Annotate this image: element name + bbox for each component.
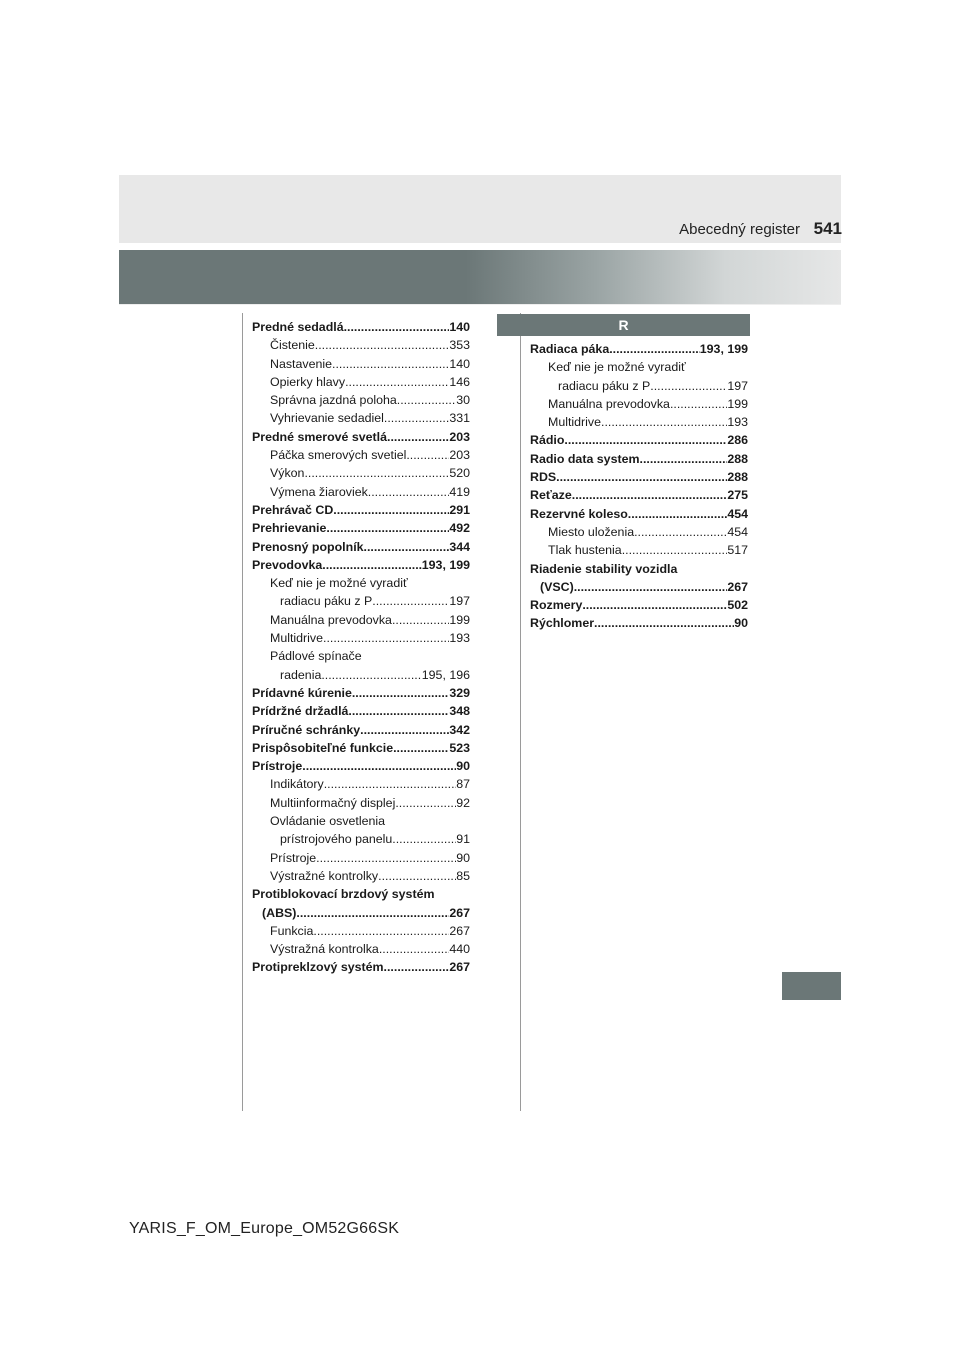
index-entry-page: 90 xyxy=(456,759,470,774)
index-entry xyxy=(530,377,748,395)
index-entry-text: Rezervné koleso xyxy=(530,506,628,521)
dot-leader xyxy=(393,739,449,757)
column-divider-right xyxy=(520,313,521,1111)
dot-leader xyxy=(304,464,449,482)
index-entry xyxy=(252,629,470,647)
index-entry-text: Manuálna prevodovka xyxy=(548,396,670,411)
dot-leader xyxy=(316,849,456,867)
index-entry xyxy=(530,541,748,559)
dot-leader xyxy=(344,318,450,336)
index-entry-page: 502 xyxy=(727,598,748,613)
dot-leader xyxy=(594,614,734,632)
dot-leader xyxy=(315,336,450,354)
index-entry-page: 193, 199 xyxy=(421,557,470,572)
dot-leader xyxy=(387,428,449,446)
index-entry xyxy=(252,501,470,519)
index-entry-text: radenia xyxy=(280,667,322,682)
index-entry xyxy=(252,592,470,610)
footer-document-id: YARIS_F_OM_Europe_OM52G66SK xyxy=(129,1220,400,1237)
dot-leader xyxy=(397,391,456,409)
index-entry xyxy=(252,483,470,501)
index-entry-text: Výmena žiaroviek xyxy=(270,484,368,499)
index-entry xyxy=(530,340,748,358)
index-entry-page: 193 xyxy=(449,631,470,646)
dot-leader xyxy=(601,413,727,431)
index-entry-page: 203 xyxy=(449,429,470,444)
index-entry-text: Manuálna prevodovka xyxy=(270,612,392,627)
index-entry-text: Prevodovka xyxy=(252,557,323,572)
index-entry-page: 440 xyxy=(449,942,470,957)
dot-leader xyxy=(574,578,728,596)
index-entry-text: Tlak hustenia xyxy=(548,543,622,558)
dot-leader xyxy=(609,340,700,358)
index-entry-page: 203 xyxy=(449,448,470,463)
dot-leader xyxy=(572,486,728,504)
index-entry-text: Funkcia xyxy=(270,923,314,938)
index-entry-page: 267 xyxy=(449,905,470,920)
index-entry-page: 454 xyxy=(727,506,748,521)
index-entry xyxy=(530,614,748,632)
index-entry xyxy=(252,318,470,336)
index-entry-text: (ABS) xyxy=(262,905,297,920)
index-entry xyxy=(252,775,470,793)
dot-leader xyxy=(582,596,727,614)
dot-leader xyxy=(296,904,449,922)
index-entry xyxy=(252,794,470,812)
index-entry-text: Multidrive xyxy=(270,631,324,646)
dot-leader xyxy=(321,666,421,684)
index-entry xyxy=(530,431,748,449)
index-entry-page: 85 xyxy=(456,868,470,883)
dot-leader xyxy=(323,629,449,647)
index-entry-text: Rýchlomer xyxy=(530,616,595,631)
index-entry-text: Keď nie je možné vyradiť xyxy=(548,360,686,375)
index-entry-page: 454 xyxy=(727,524,748,539)
index-entry-text: Multidrive xyxy=(548,415,602,430)
dot-leader xyxy=(302,757,456,775)
index-entry-text: Rozmery xyxy=(530,598,583,613)
dot-leader xyxy=(384,409,449,427)
index-entry-page: 197 xyxy=(449,594,470,609)
index-entry xyxy=(252,391,470,409)
index-column-left xyxy=(252,318,470,977)
dot-leader xyxy=(379,940,450,958)
index-entry-text: Výstražná kontrolka xyxy=(270,942,379,957)
dot-leader xyxy=(368,483,450,501)
index-entry xyxy=(530,395,748,413)
index-entry-text: Prístroje xyxy=(252,759,303,774)
index-entry xyxy=(252,739,470,757)
index-entry-text: radiacu páku z P xyxy=(558,378,651,393)
index-entry xyxy=(252,574,470,592)
dot-leader xyxy=(322,556,422,574)
index-entry-page: 286 xyxy=(727,433,748,448)
index-entry-page: 288 xyxy=(727,470,748,485)
dot-leader xyxy=(372,592,449,610)
dot-leader xyxy=(378,867,456,885)
index-entry-page: 199 xyxy=(727,396,748,411)
index-entry-text: Príručné schránky xyxy=(252,722,361,737)
index-entry-page: 140 xyxy=(449,356,470,371)
index-entry-text: Rádio xyxy=(530,433,565,448)
dot-leader xyxy=(352,684,449,702)
index-entry-page: 30 xyxy=(456,393,470,408)
dot-leader xyxy=(313,922,449,940)
index-entry-text: Nastavenie xyxy=(270,356,332,371)
index-entry-page: 353 xyxy=(449,338,470,353)
index-entry-text: RDS xyxy=(530,470,557,485)
dot-leader xyxy=(640,450,728,468)
index-entry-text: prístrojového panelu xyxy=(280,832,393,847)
dot-leader xyxy=(364,538,450,556)
dot-leader xyxy=(622,541,728,559)
dot-leader xyxy=(384,958,450,976)
index-entry xyxy=(252,428,470,446)
index-entry-page: 199 xyxy=(449,612,470,627)
side-index-tab xyxy=(782,972,841,1000)
index-entry-text: Čistenie xyxy=(270,338,315,353)
dot-leader xyxy=(324,775,456,793)
dot-leader xyxy=(392,611,449,629)
index-entry-text: radiacu páku z P xyxy=(280,594,373,609)
dot-leader xyxy=(345,373,449,391)
index-entry-text: Prídavné kúrenie xyxy=(252,685,352,700)
index-entry xyxy=(530,468,748,486)
index-entry xyxy=(252,721,470,739)
index-entry-text: Prehrievanie xyxy=(252,521,327,536)
index-entry xyxy=(252,702,470,720)
index-entry-text: Prídržné držadlá xyxy=(252,704,349,719)
index-entry-text: Prenosný popolník xyxy=(252,539,364,554)
index-entry-page: 87 xyxy=(456,777,470,792)
index-entry-page: 197 xyxy=(727,378,748,393)
index-entry xyxy=(252,904,470,922)
index-entry xyxy=(252,464,470,482)
column-divider-left xyxy=(242,313,243,1111)
index-entry-page: 275 xyxy=(727,488,748,503)
index-entry-text: Radio data system xyxy=(530,451,640,466)
index-entry xyxy=(252,538,470,556)
index-entry xyxy=(252,373,470,391)
dot-leader xyxy=(650,377,727,395)
index-entry-page: 348 xyxy=(449,704,470,719)
index-entry xyxy=(252,355,470,373)
index-entry xyxy=(530,358,748,376)
index-entry xyxy=(530,596,748,614)
index-entry xyxy=(530,486,748,504)
index-entry-page: 331 xyxy=(449,411,470,426)
index-entry-page: 146 xyxy=(449,374,470,389)
header-title: Abecedný register xyxy=(679,221,800,238)
dot-leader xyxy=(348,702,449,720)
index-entry-text: Ovládanie osvetlenia xyxy=(270,814,386,829)
index-entry-page: 520 xyxy=(449,466,470,481)
index-entry-text: Vyhrievanie sedadiel xyxy=(270,411,384,426)
index-entry xyxy=(252,867,470,885)
dot-leader xyxy=(556,468,727,486)
dot-leader xyxy=(634,523,727,541)
header-divider xyxy=(119,304,841,305)
index-entry xyxy=(252,556,470,574)
index-entry xyxy=(252,336,470,354)
index-entry-text: (VSC) xyxy=(540,579,574,594)
index-entry-page: 267 xyxy=(449,923,470,938)
dot-leader xyxy=(406,446,449,464)
index-entry-page: 492 xyxy=(449,521,470,536)
index-entry-page: 344 xyxy=(449,539,470,554)
index-entry xyxy=(252,830,470,848)
index-entry-text: Výstražné kontrolky xyxy=(270,868,379,883)
dot-leader xyxy=(326,519,449,537)
index-entry-text: Opierky hlavy xyxy=(270,374,346,389)
index-entry-page: 90 xyxy=(456,850,470,865)
dot-leader xyxy=(333,501,449,519)
page-number: 541 xyxy=(813,219,842,238)
index-entry xyxy=(530,578,748,596)
index-entry-text: Prístroje xyxy=(270,850,317,865)
index-entry-text: Radiaca páka xyxy=(530,342,610,356)
index-entry xyxy=(530,523,748,541)
dot-leader xyxy=(670,395,727,413)
index-entry-text: Miesto uloženia xyxy=(548,524,635,539)
index-entry xyxy=(252,922,470,940)
index-entry xyxy=(252,684,470,702)
index-entry xyxy=(252,757,470,775)
index-entry xyxy=(252,812,470,830)
index-entry xyxy=(252,446,470,464)
index-entry-text: Multiinformačný displej xyxy=(270,795,396,810)
index-entry-page: 288 xyxy=(727,451,748,466)
index-entry-page: 523 xyxy=(449,740,470,755)
index-entry xyxy=(252,611,470,629)
index-column-right xyxy=(530,340,748,633)
index-entry-page: 90 xyxy=(734,616,748,631)
index-entry xyxy=(530,505,748,523)
index-entry-text: Pádlové spínače xyxy=(270,649,362,664)
dot-leader xyxy=(392,830,456,848)
index-entry-page: 329 xyxy=(449,685,470,700)
index-entry-page: 92 xyxy=(456,795,470,810)
index-entry-page: 195, 196 xyxy=(421,667,470,682)
index-entry xyxy=(252,849,470,867)
index-entry-page: 517 xyxy=(727,543,748,558)
index-entry-page: 193, 199 xyxy=(699,342,748,356)
index-entry-page: 140 xyxy=(449,320,470,334)
index-entry-text: Protipreklzový systém xyxy=(252,960,384,975)
index-entry-page: 291 xyxy=(449,502,470,517)
index-entry xyxy=(530,413,748,431)
index-entry-page: 419 xyxy=(449,484,470,499)
index-entry xyxy=(252,409,470,427)
index-entry-text: Reťaze xyxy=(530,488,572,503)
index-entry-text: Protiblokovací brzdový systém xyxy=(252,887,435,902)
index-entry-text: Výkon xyxy=(270,466,305,481)
index-entry-text: Predné sedadlá xyxy=(252,320,344,334)
index-entry xyxy=(530,450,748,468)
index-entry-page: 267 xyxy=(449,960,470,975)
index-entry-text: Prehrávač CD xyxy=(252,502,334,517)
dot-leader xyxy=(564,431,727,449)
index-entry xyxy=(530,560,748,578)
index-entry-page: 91 xyxy=(456,832,470,847)
index-entry-text: Indikátory xyxy=(270,777,324,792)
index-entry xyxy=(252,647,470,665)
index-entry-text: Páčka smerových svetiel xyxy=(270,448,407,463)
dot-leader xyxy=(360,721,449,739)
dot-leader xyxy=(395,794,456,812)
index-entry-text: Správna jazdná poloha xyxy=(270,393,397,408)
dot-leader xyxy=(628,505,728,523)
index-entry-text: Predné smerové svetlá xyxy=(252,429,387,444)
index-entry-text: Keď nie je možné vyradiť xyxy=(270,576,408,591)
index-entry xyxy=(252,666,470,684)
dot-leader xyxy=(332,355,449,373)
header-band xyxy=(119,250,841,304)
index-entry xyxy=(252,958,470,976)
index-entry-text: Prispôsobiteľné funkcie xyxy=(252,740,394,755)
index-entry-page: 342 xyxy=(449,722,470,737)
index-entry xyxy=(252,885,470,903)
section-letter-header: R xyxy=(497,314,750,336)
index-entry-page: 267 xyxy=(727,579,748,594)
index-entry-page: 193 xyxy=(727,415,748,430)
index-entry xyxy=(252,519,470,537)
index-entry xyxy=(252,940,470,958)
index-entry-text: Riadenie stability vozidla xyxy=(530,561,678,576)
